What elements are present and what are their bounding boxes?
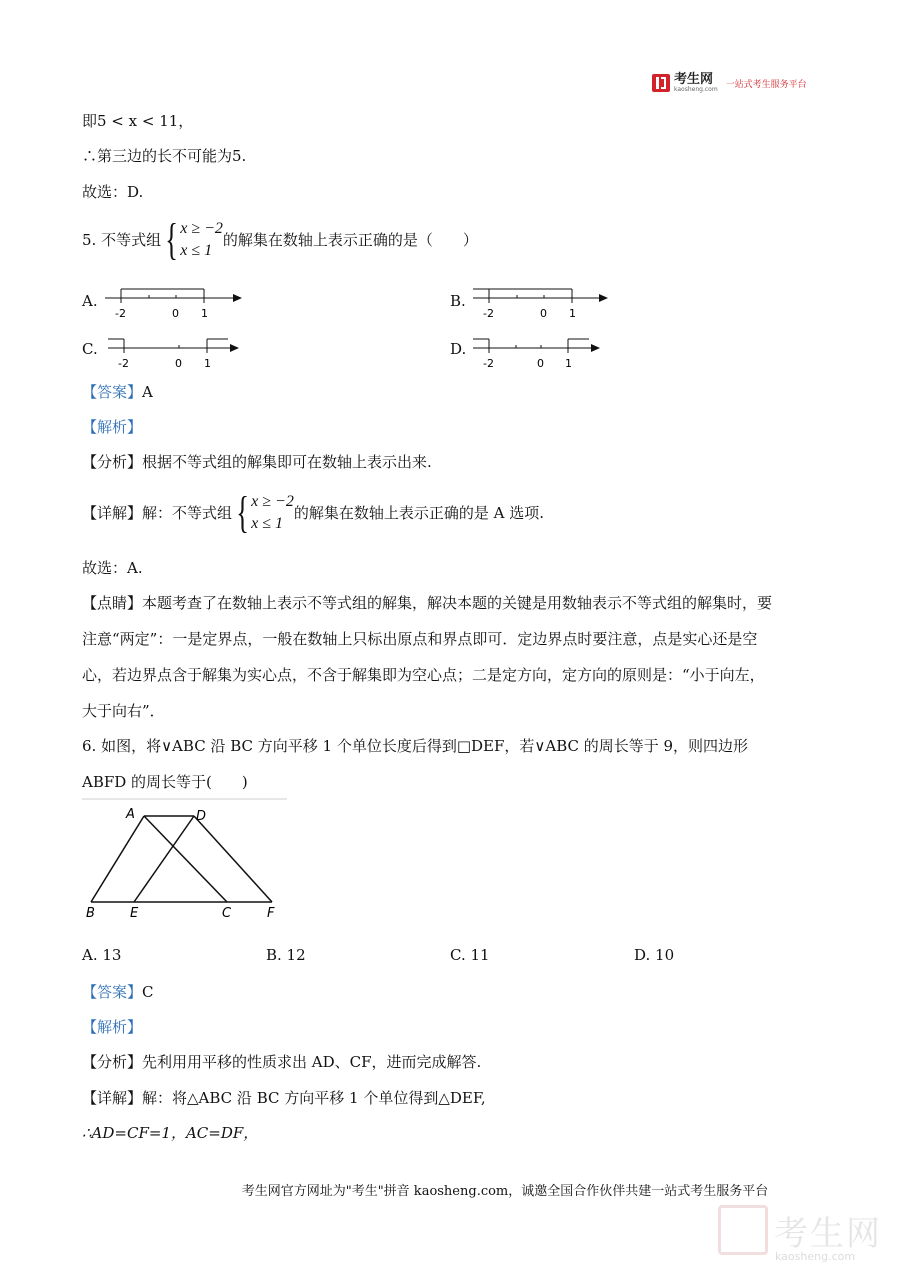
q6-option-c: C. 11 — [450, 946, 490, 964]
logo-url: kaosheng.com — [674, 86, 718, 93]
tick-label-0: 0 — [175, 357, 182, 370]
q6-xiangjie — [82, 1087, 486, 1109]
q6-option-a: A. 13 — [82, 946, 122, 964]
q6-option-b: B. 12 — [266, 946, 306, 964]
tick-label-0: 0 — [537, 357, 544, 370]
tick-label-neg2: -2 — [118, 357, 129, 370]
q6-analysis-tag: 【解析】 — [82, 1018, 143, 1036]
q5-dianjing-3: 心，若边界点含于解集为实心点，不含于解集即为空心点；二是定方向，定方向的原则是：“小于向左， — [82, 666, 765, 684]
answer-tag: 【答案】 — [82, 983, 143, 1001]
q5-option-d-numberline — [473, 333, 613, 373]
q5-fenxi — [82, 451, 432, 473]
q4-line-3: 故选：D. — [82, 183, 144, 201]
tick-label-1: 1 — [565, 357, 572, 370]
page-footer: 考生网官方网址为"考生"拼音 kaosheng.com，诚邀全国合作伙伴共建一站式考生服务平台 — [241, 1184, 769, 1199]
arrow-icon — [599, 294, 608, 302]
q5-choose: 故选：A. — [82, 559, 143, 577]
q5-fenxi-text: 根据不等式组的解集即可在数轴上表示出来. — [142, 453, 432, 471]
q5-option-a-label: A. — [82, 292, 98, 310]
label-e: E — [130, 906, 139, 921]
tick-label-1: 1 — [569, 307, 576, 320]
kaosheng-logo-icon — [652, 74, 670, 92]
q5-stem-suffix: 的解集在数轴上表示正确的是（ ） — [222, 231, 478, 249]
q6-last-line: ∴AD=CF=1，AC=DF， — [82, 1124, 259, 1142]
tick-label-neg2: -2 — [483, 357, 494, 370]
watermark-url: kaosheng.com — [775, 1250, 856, 1263]
q5-ineq-1: x ≥ −2 — [180, 220, 223, 237]
q6-fenxi — [82, 1051, 481, 1073]
q5-xiangjie-inequality-system — [232, 488, 294, 537]
arrow-icon — [233, 294, 242, 302]
tick-label-1: 1 — [201, 307, 208, 320]
fenxi-tag: 【分析】 — [82, 453, 143, 471]
arrow-icon — [591, 344, 600, 352]
q4-line-1: 即5 < x < 11， — [82, 112, 194, 130]
fenxi-tag: 【分析】 — [82, 1053, 143, 1071]
watermark — [718, 1205, 882, 1255]
q5-answer-value: A — [142, 383, 153, 401]
q5-xiangjie-prefix: 解：不等式组 — [142, 504, 233, 522]
q5-option-b-label: B. — [450, 292, 466, 310]
q5-xiangjie-ineq-2: x ≤ 1 — [251, 515, 284, 532]
xiangjie-tag: 【详解】 — [82, 1089, 143, 1107]
arrow-icon — [230, 344, 239, 352]
label-a: A — [126, 807, 135, 822]
label-b: B — [86, 906, 95, 921]
q5-inequalities — [180, 218, 223, 262]
brace-icon: { — [236, 488, 249, 537]
q5-option-a-numberline — [105, 283, 245, 323]
brace-icon: { — [165, 215, 178, 264]
q4-line-2: ∴第三边的长不可能为5. — [82, 147, 247, 165]
logo-name: 考生网 — [674, 72, 714, 87]
q6-stem-1: 6. 如图，将∨ABC 沿 BC 方向平移 1 个单位长度后得到□DEF，若∨ABC 的周长等于 9，则四边形 — [82, 737, 749, 755]
q6-stem-2: ABFD 的周长等于( ) — [82, 773, 248, 791]
watermark-logo-icon — [718, 1205, 768, 1255]
tick-label-1: 1 — [204, 357, 211, 370]
tick-label-0: 0 — [540, 307, 547, 320]
logo-slogan: 一站式考生服务平台 — [725, 79, 807, 90]
q6-answer-value: C — [142, 983, 154, 1001]
q6-figure — [82, 798, 287, 923]
q5-xiangjie — [82, 488, 544, 537]
header-logo — [652, 73, 807, 93]
q5-xiangjie-suffix: 的解集在数轴上表示正确的是 A 选项. — [293, 504, 544, 522]
q6-option-d: D. 10 — [634, 946, 675, 964]
q5-option-c-label: C. — [82, 340, 98, 358]
xiangjie-tag: 【详解】 — [82, 504, 143, 522]
label-d: D — [196, 809, 207, 824]
q5-xiangjie-ineq-1: x ≥ −2 — [251, 493, 294, 510]
q5-inequality-system — [161, 215, 223, 264]
q5-xiangjie-inequalities — [251, 491, 294, 535]
tick-label-neg2: -2 — [115, 307, 126, 320]
q5-stem-prefix: 5. 不等式组 — [82, 231, 162, 249]
answer-tag: 【答案】 — [82, 383, 143, 401]
segment-ab — [91, 816, 144, 902]
q5-ineq-2: x ≤ 1 — [180, 242, 213, 259]
dianjing-tag: 【点睛】 — [82, 594, 143, 612]
q5-stem — [82, 215, 478, 264]
q5-option-d-label: D. — [450, 340, 467, 358]
q5-dianjing-2: 注意“两定”：一是定界点，一般在数轴上只标出原点和界点即可．定边界点时要注意，点是实心还是空 — [82, 630, 758, 648]
logo-text-block — [674, 73, 718, 93]
tick-label-neg2: -2 — [483, 307, 494, 320]
tick-label-0: 0 — [172, 307, 179, 320]
q5-dianjing-4: 大于向右”． — [82, 702, 165, 720]
q5-analysis-tag: 【解析】 — [82, 418, 143, 436]
watermark-text: 考生网 — [774, 1213, 882, 1254]
q5-dianjing-text-1: 本题考查了在数轴上表示不等式组的解集，解决本题的关键是用数轴表示不等式组的解集时，要 — [142, 594, 773, 612]
label-c: C — [222, 906, 232, 921]
q6-answer — [82, 981, 154, 1003]
q5-dianjing-1 — [82, 592, 772, 614]
label-f: F — [267, 906, 275, 921]
q6-fenxi-text: 先利用用平移的性质求出 AD、CF，进而完成解答. — [142, 1053, 482, 1071]
q5-answer — [82, 381, 153, 403]
q6-xiangjie-text: 解：将△ABC 沿 BC 方向平移 1 个单位得到△DEF, — [142, 1089, 486, 1107]
segment-df — [194, 816, 272, 902]
q5-option-c-numberline — [108, 333, 248, 373]
q5-option-b-numberline — [473, 283, 613, 323]
